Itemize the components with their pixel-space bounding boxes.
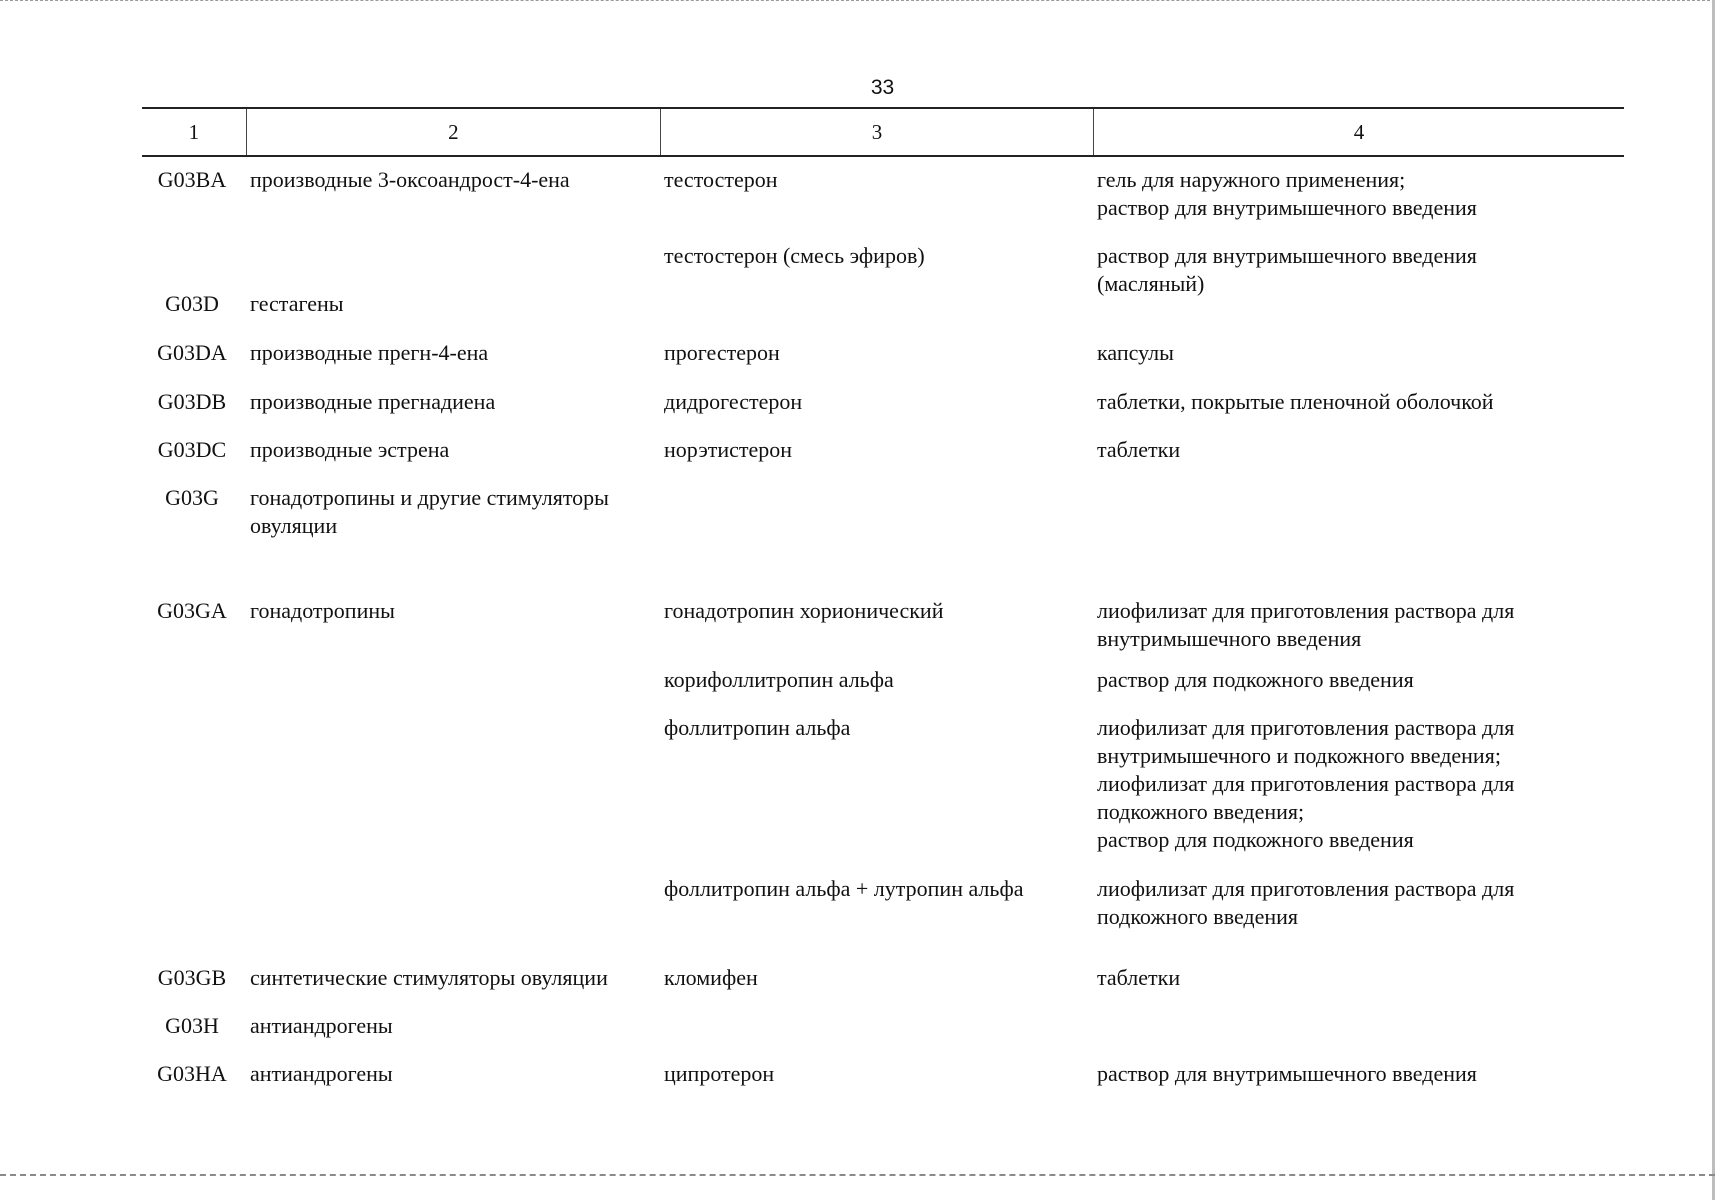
dosage-forms-line: раствор для подкожного введения bbox=[1097, 827, 1414, 852]
table-row bbox=[142, 484, 1624, 540]
scan-edge-bottom bbox=[0, 1174, 1715, 1176]
table-row bbox=[142, 597, 1624, 653]
atc-code-cell: G03GA bbox=[157, 598, 227, 623]
table-row bbox=[142, 666, 1624, 694]
pharmacological-group-line: гонадотропины и другие стимуляторы bbox=[250, 485, 609, 510]
drug-name-line: тестостерон (смесь эфиров) bbox=[664, 243, 925, 268]
dosage-forms-cell bbox=[1093, 1060, 1624, 1088]
dosage-forms-cell bbox=[1093, 484, 1624, 540]
atc-code-cell: G03HA bbox=[157, 1061, 227, 1086]
drug-name-line: ципротерон bbox=[664, 1061, 775, 1086]
table-row bbox=[142, 1060, 1624, 1088]
column-header-row bbox=[142, 107, 1624, 157]
atc-code-cell: G03G bbox=[165, 485, 219, 510]
atc-code-cell bbox=[142, 875, 246, 931]
drug-name-cell bbox=[660, 597, 1093, 653]
dosage-forms-cell bbox=[1093, 964, 1624, 992]
column-header-2: 2 bbox=[247, 109, 661, 155]
drug-name-line: тестостерон bbox=[664, 167, 778, 192]
drug-name-cell bbox=[660, 1012, 1093, 1040]
dosage-forms-cell bbox=[1093, 290, 1624, 318]
drug-name-cell bbox=[660, 875, 1093, 931]
dosage-forms-line: внутримышечного введения bbox=[1097, 626, 1362, 651]
drug-name-cell bbox=[660, 388, 1093, 416]
pharmacological-group-line: гонадотропины bbox=[250, 598, 395, 623]
atc-code-cell: G03D bbox=[165, 291, 219, 316]
atc-code-cell bbox=[142, 714, 246, 854]
dosage-forms-line: раствор для внутримышечного введения bbox=[1097, 195, 1477, 220]
drug-name-cell bbox=[660, 166, 1093, 222]
dosage-forms-line: таблетки bbox=[1097, 965, 1181, 990]
pharmacological-group-cell bbox=[246, 484, 660, 540]
drug-name-line: корифоллитропин альфа bbox=[664, 667, 894, 692]
drug-name-cell bbox=[660, 484, 1093, 540]
pharmacological-group-line: синтетические стимуляторы овуляции bbox=[250, 965, 608, 990]
atc-code-cell bbox=[142, 666, 246, 694]
pharmacological-group-cell bbox=[246, 875, 660, 931]
drug-name-cell bbox=[660, 1060, 1093, 1088]
drug-name-line: гонадотропин хорионический bbox=[664, 598, 944, 623]
atc-code-cell: G03DC bbox=[157, 437, 227, 462]
pharmacological-group-line: антиандрогены bbox=[250, 1013, 393, 1038]
drug-name-line: норэтистерон bbox=[664, 437, 793, 462]
drug-name-cell bbox=[660, 964, 1093, 992]
table-row bbox=[142, 166, 1624, 222]
dosage-forms-cell bbox=[1093, 388, 1624, 416]
table-row bbox=[142, 388, 1624, 416]
dosage-forms-cell bbox=[1093, 166, 1624, 222]
table-row bbox=[142, 339, 1624, 367]
pharmacological-group-cell bbox=[246, 964, 660, 992]
drug-name-line: кломифен bbox=[664, 965, 758, 990]
pharmacological-group-line: производные прегн-4-ена bbox=[250, 340, 489, 365]
pharmacological-group-cell bbox=[246, 290, 660, 318]
dosage-forms-line: раствор для подкожного введения bbox=[1097, 667, 1414, 692]
dosage-forms-line: лиофилизат для приготовления раствора для bbox=[1097, 771, 1515, 796]
pharmacological-group-line: производные эстрена bbox=[250, 437, 450, 462]
table-row bbox=[142, 714, 1624, 854]
column-header-4: 4 bbox=[1353, 119, 1365, 144]
column-header-3: 3 bbox=[661, 109, 1094, 155]
dosage-forms-line: раствор для внутримышечного введения bbox=[1097, 1061, 1477, 1086]
atc-code-cell: G03H bbox=[165, 1013, 219, 1038]
dosage-forms-line: (масляный) bbox=[1097, 271, 1205, 296]
dosage-forms-line: капсулы bbox=[1097, 340, 1174, 365]
table-row bbox=[142, 964, 1624, 992]
pharmacological-group-cell bbox=[246, 339, 660, 367]
pharmacological-group-cell bbox=[246, 388, 660, 416]
dosage-forms-line: гель для наружного применения; bbox=[1097, 167, 1406, 192]
drug-name-line: фоллитропин альфа bbox=[664, 715, 851, 740]
drug-name-cell bbox=[660, 714, 1093, 854]
pharmacological-group-cell bbox=[246, 166, 660, 222]
drug-name-cell bbox=[660, 290, 1093, 318]
dosage-forms-line: внутримышечного и подкожного введения; bbox=[1097, 743, 1501, 768]
dosage-forms-cell bbox=[1093, 597, 1624, 653]
pharmacological-group-cell bbox=[246, 597, 660, 653]
pharmacological-group-cell bbox=[246, 1060, 660, 1088]
atc-code-cell: G03DA bbox=[157, 340, 227, 365]
dosage-forms-line: подкожного введения; bbox=[1097, 799, 1305, 824]
table-row bbox=[142, 290, 1624, 318]
dosage-forms-cell bbox=[1093, 339, 1624, 367]
pharmacological-group-line: производные 3-оксоандрост-4-ена bbox=[250, 167, 570, 192]
column-header-1: 1 bbox=[142, 109, 247, 155]
dosage-forms-line: раствор для внутримышечного введения bbox=[1097, 243, 1477, 268]
atc-code-cell: G03BA bbox=[157, 167, 227, 192]
dosage-forms-line: лиофилизат для приготовления раствора для bbox=[1097, 598, 1515, 623]
dosage-forms-cell bbox=[1093, 1012, 1624, 1040]
drug-name-line: прогестерон bbox=[664, 340, 780, 365]
table-row bbox=[142, 1012, 1624, 1040]
pharmacological-group-line: овуляции bbox=[250, 513, 338, 538]
dosage-forms-cell bbox=[1093, 436, 1624, 464]
dosage-forms-line: подкожного введения bbox=[1097, 904, 1299, 929]
dosage-forms-cell bbox=[1093, 666, 1624, 694]
dosage-forms-line: лиофилизат для приготовления раствора для bbox=[1097, 876, 1515, 901]
dosage-forms-cell bbox=[1093, 714, 1624, 854]
scan-edge-top bbox=[0, 0, 1715, 3]
drug-name-line: фоллитропин альфа + лутропин альфа bbox=[664, 876, 1024, 901]
pharmacological-group-line: гестагены bbox=[250, 291, 344, 316]
table-row bbox=[142, 436, 1624, 464]
pharmacological-group-cell bbox=[246, 1012, 660, 1040]
dosage-forms-cell bbox=[1093, 875, 1624, 931]
atc-code-cell: G03GB bbox=[157, 965, 227, 990]
page-number: 33 bbox=[870, 76, 895, 99]
drug-name-cell bbox=[660, 339, 1093, 367]
dosage-forms-line: лиофилизат для приготовления раствора для bbox=[1097, 715, 1515, 740]
pharmacological-group-line: антиандрогены bbox=[250, 1061, 393, 1086]
drug-name-cell bbox=[660, 436, 1093, 464]
pharmacological-group-cell bbox=[246, 436, 660, 464]
atc-code-cell: G03DB bbox=[157, 389, 227, 414]
pharmacological-group-line: производные прегнадиена bbox=[250, 389, 496, 414]
drug-name-line: дидрогестерон bbox=[664, 389, 803, 414]
drug-name-cell bbox=[660, 666, 1093, 694]
pharmacological-group-cell bbox=[246, 714, 660, 854]
document-table bbox=[142, 107, 1624, 1086]
dosage-forms-line: таблетки bbox=[1097, 437, 1181, 462]
table-row bbox=[142, 875, 1624, 931]
pharmacological-group-cell bbox=[246, 666, 660, 694]
dosage-forms-line: таблетки, покрытые пленочной оболочкой bbox=[1097, 389, 1494, 414]
